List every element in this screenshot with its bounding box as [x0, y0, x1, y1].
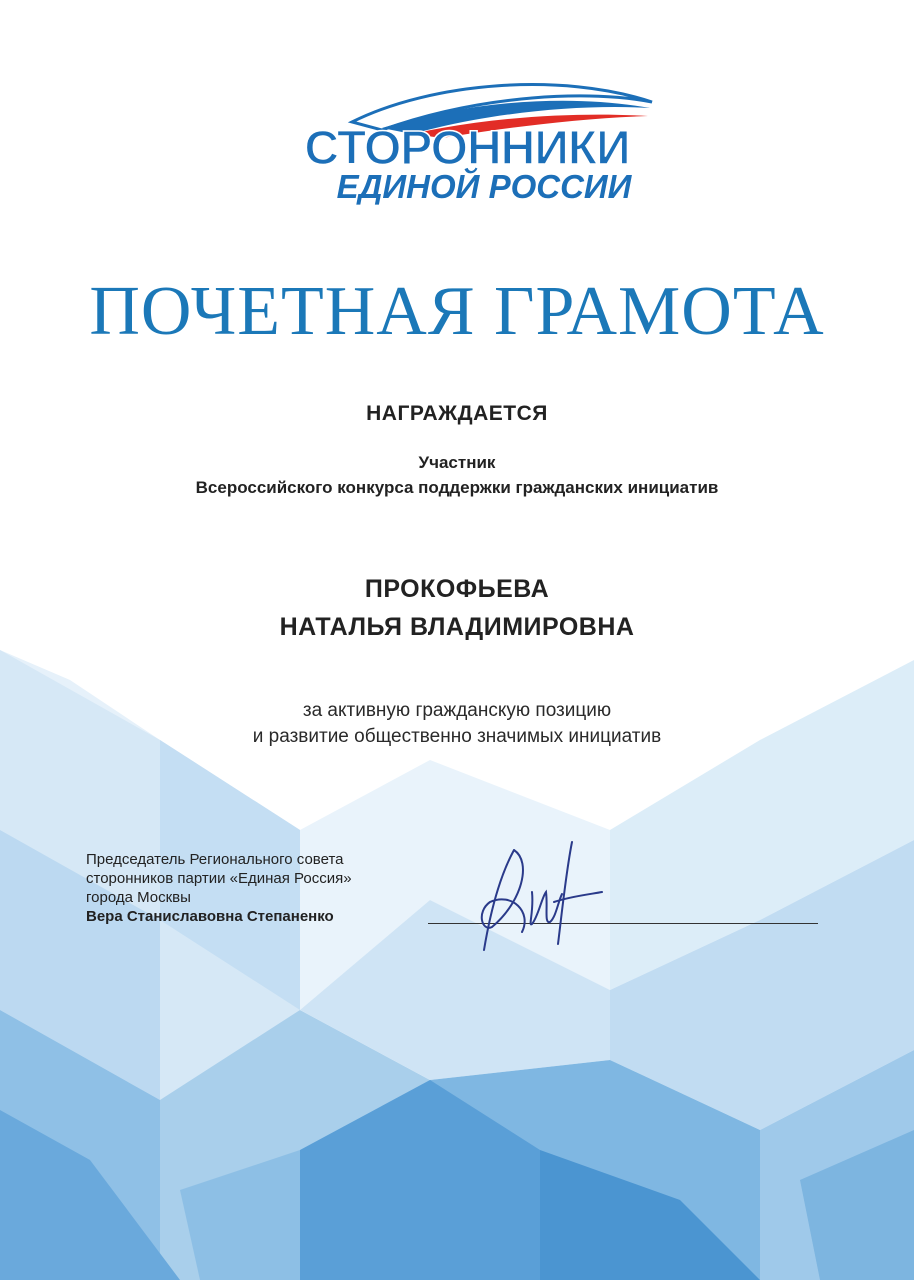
reason-line1: за активную гражданскую позицию	[302, 700, 612, 721]
page-title: ПОЧЕТНАЯ ГРАМОТА	[89, 273, 825, 350]
award-reason	[0, 698, 914, 750]
logo	[262, 72, 672, 212]
recipient-name	[0, 570, 914, 646]
role-line1: Участник	[418, 453, 496, 472]
signer-title-line1: Председатель Регионального совета	[86, 851, 344, 868]
signer-title-line2: сторонников партии «Единая Россия»	[86, 870, 352, 887]
role-line2: Всероссийского конкурса поддержки гражданских инициатив	[195, 478, 719, 497]
recipient-surname: ПРОКОФЬЕВА	[364, 575, 550, 603]
logo-swoosh-icon	[262, 72, 672, 212]
reason-line2: и развитие общественно значимых инициатив	[252, 726, 662, 747]
signer-block	[86, 850, 426, 926]
signer-name: Вера Станиславовна Степаненко	[86, 908, 334, 925]
logo-line1: СТОРОННИКИ	[304, 122, 630, 175]
awarded-label: НАГРАЖДАЕТСЯ	[366, 402, 548, 425]
signer-title-line3: города Москвы	[86, 889, 191, 906]
recipient-given-names: НАТАЛЬЯ ВЛАДИМИРОВНА	[279, 613, 635, 641]
recipient-role	[0, 450, 914, 500]
signature-icon	[462, 832, 612, 962]
logo-line2: ЕДИНОЙ РОССИИ	[336, 168, 632, 205]
